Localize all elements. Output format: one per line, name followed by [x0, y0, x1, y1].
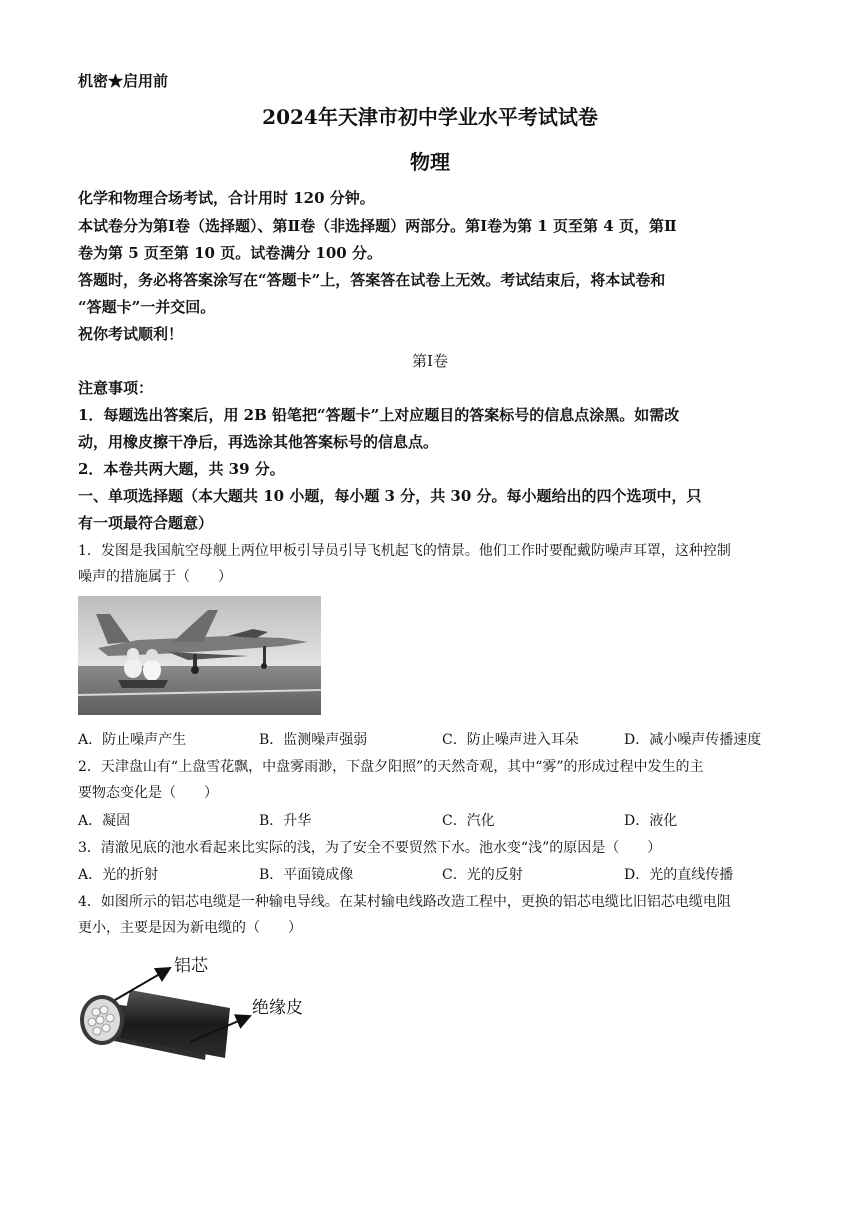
question-3-text: 3．清澈见底的池水看起来比实际的浅，为了安全不要贸然下水。池水变“浅”的原因是（ ）: [78, 840, 662, 856]
section-heading: 一、单项选择题（本大题共 10 小题，每小题 3 分，共 30 分。每小题给出的四个选项中，只: [78, 487, 702, 505]
instruction-line: 本试卷分为第Ⅰ卷（选择题）、第Ⅱ卷（非选择题）两部分。第Ⅰ卷为第 1 页至第 4 页，第Ⅱ: [78, 217, 677, 235]
instruction-line: “答题卡”一并交回。: [78, 298, 216, 316]
cable-figure: [70, 950, 330, 1060]
q2-option-a: A．凝固: [78, 813, 131, 829]
q3-option-a: A．光的折射: [78, 867, 159, 883]
q3-option-b: B．平面镜成像: [259, 867, 354, 883]
q1-option-c: C．防止噪声进入耳朵: [442, 732, 579, 748]
cable-core-label: 铝芯: [174, 956, 208, 975]
instruction-line: 祝你考试顺利！: [78, 325, 184, 343]
instruction-line: 答题时，务必将答案涂写在“答题卡”上，答案答在试卷上无效。考试结束后，将本试卷和: [78, 271, 666, 289]
q3-option-d: D．光的直线传播: [624, 867, 734, 883]
q3-option-c: C．光的反射: [442, 867, 523, 883]
question-2-text: 要物态变化是（ ）: [78, 785, 218, 801]
question-4-text: 更小，主要是因为新电缆的（ ）: [78, 920, 302, 936]
notice-line: 动，用橡皮擦干净后，再选涂其他答案标号的信息点。: [78, 433, 439, 451]
subject-title: 物理: [410, 150, 450, 174]
section-heading: 有一项最符合题意）: [78, 514, 214, 532]
q1-option-b: B．监测噪声强弱: [259, 732, 368, 748]
q2-option-d: D．液化: [624, 813, 678, 829]
q2-option-b: B．升华: [259, 813, 312, 829]
question-1-text: 1．发图是我国航空母舰上两位甲板引导员引导飞机起飞的情景。他们工作时要配戴防噪声耳罩，这种控制: [78, 543, 731, 559]
instruction-line: 化学和物理合场考试，合计用时 120 分钟。: [78, 189, 375, 207]
question-4-text: 4．如图所示的铝芯电缆是一种输电导线。在某村输电线路改造工程中，更换的铝芯电缆比旧铝芯电缆电阻: [78, 894, 731, 910]
notice-line: 2．本卷共两大题，共 39 分。: [78, 460, 285, 478]
carrier-deck-photo: [78, 596, 321, 715]
q2-option-c: C．汽化: [442, 813, 495, 829]
instruction-line: 卷为第 5 页至第 10 页。试卷满分 100 分。: [78, 244, 382, 262]
question-1-text: 噪声的措施属于（ ）: [78, 569, 232, 585]
confidential-mark: 机密★启用前: [78, 72, 169, 90]
notice-line: 1．每题选出答案后，用 2B 铅笔把“答题卡”上对应题目的答案标号的信息点涂黑。如需改: [78, 406, 680, 424]
q1-option-d: D．减小噪声传播速度: [624, 732, 762, 748]
question-2-text: 2．天津盘山有“上盘雪花飘，中盘雾雨渺，下盘夕阳照”的天然奇观，其中“雾”的形成过程中发生的主: [78, 759, 704, 775]
cable-insulation-label: 绝缘皮: [252, 998, 303, 1017]
q1-option-a: A．防止噪声产生: [78, 732, 187, 748]
exam-title: 2024年天津市初中学业水平考试试卷: [262, 105, 598, 129]
notice-title: 注意事项：: [78, 379, 154, 397]
part-heading: 第Ⅰ卷: [412, 352, 448, 370]
